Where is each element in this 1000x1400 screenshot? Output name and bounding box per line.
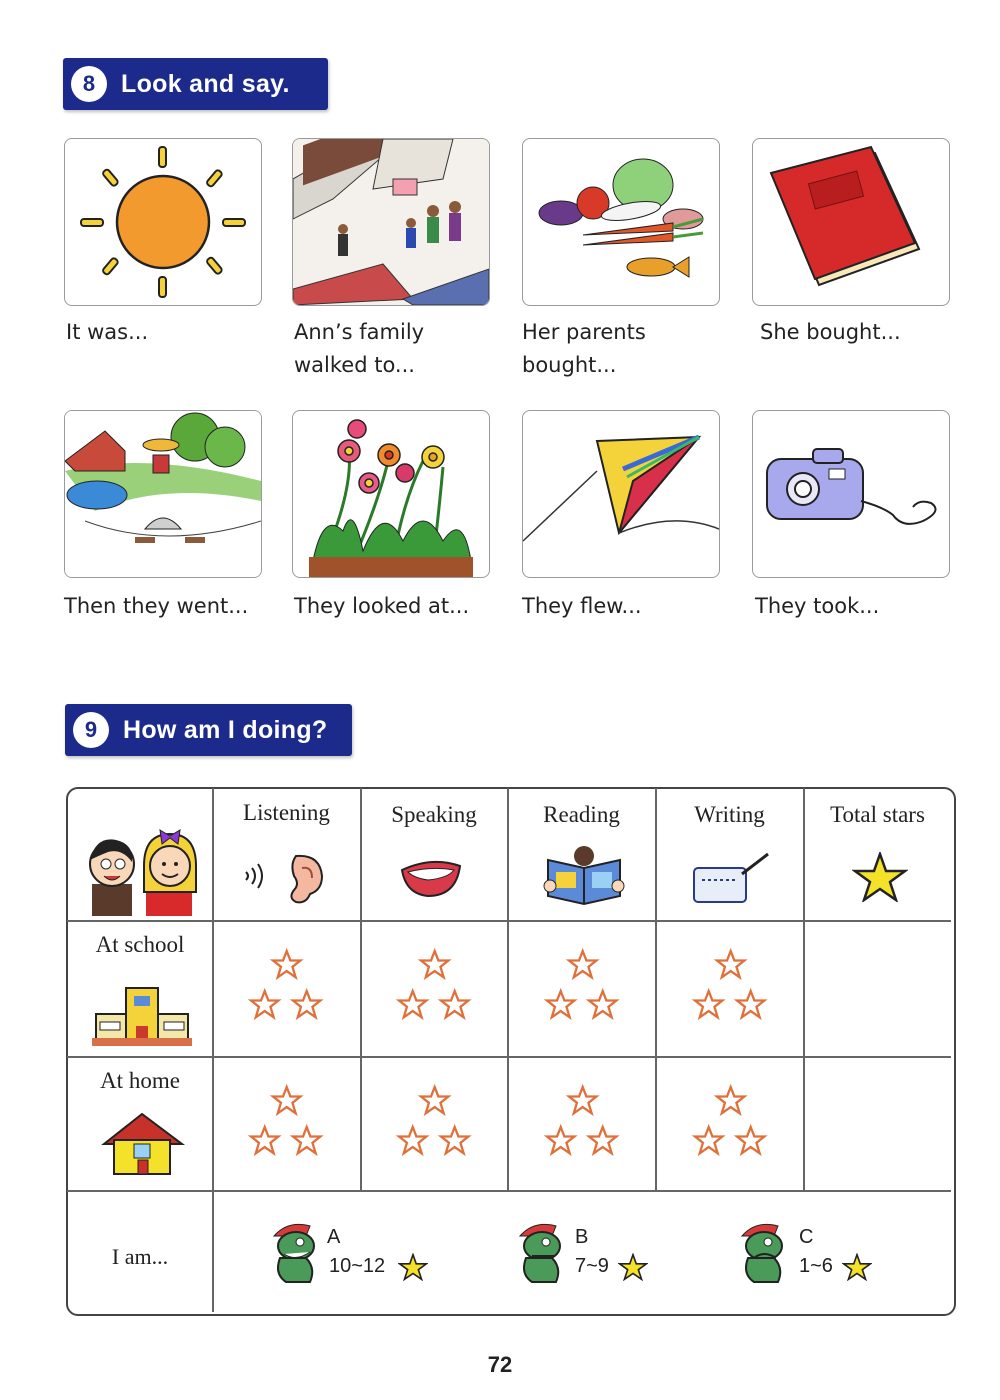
empty-star-icon[interactable] <box>421 951 448 977</box>
empty-star-icon[interactable] <box>569 1087 596 1113</box>
caption-sun <box>66 316 276 349</box>
caption-vegetables <box>522 316 732 382</box>
section-number: 8 <box>71 66 107 102</box>
column-header-speaking: Speaking <box>391 802 477 827</box>
star-rating-cell[interactable] <box>537 948 627 1038</box>
column-header-listening: Listening <box>243 800 330 825</box>
caption-line: walked to... <box>294 353 415 377</box>
camera-picture <box>752 410 950 578</box>
caption-line: They flew... <box>522 594 642 618</box>
section-title: Look and say. <box>121 69 290 98</box>
column-header-reading: Reading <box>543 802 620 827</box>
empty-star-icon[interactable] <box>717 1087 744 1113</box>
section-9-header <box>65 704 352 756</box>
book-picture <box>752 138 950 306</box>
caption-line: bought... <box>522 353 617 377</box>
empty-star-icon[interactable] <box>293 991 320 1017</box>
caption-flowers <box>294 590 504 623</box>
empty-star-icon[interactable] <box>399 991 426 1017</box>
table-divider <box>360 788 362 1190</box>
ear-icon <box>240 846 330 908</box>
caption-park <box>64 590 274 623</box>
page-number: 72 <box>487 1352 513 1377</box>
supermarket-picture <box>292 138 490 306</box>
section-title: How am I doing? <box>123 715 328 744</box>
park-picture <box>64 410 262 578</box>
section-number: 9 <box>73 712 109 748</box>
dinosaur-icon <box>266 1218 330 1284</box>
mouth-icon <box>398 856 464 900</box>
caption-line: They took... <box>755 594 880 618</box>
caption-line: Ann’s family <box>294 320 425 344</box>
caption-line: Then they went... <box>64 594 249 618</box>
empty-star-icon[interactable] <box>547 991 574 1017</box>
star-rating-cell[interactable] <box>241 1084 331 1174</box>
result-range: 1~6 <box>799 1255 833 1277</box>
empty-star-icon[interactable] <box>589 1127 616 1153</box>
star-rating-cell[interactable] <box>685 948 775 1038</box>
row-label-at-school: At school <box>95 932 185 957</box>
caption-camera <box>755 590 965 623</box>
column-header-total-stars: Total stars <box>830 802 925 827</box>
vegetables-picture <box>522 138 720 306</box>
caption-line: Her parents <box>522 320 646 344</box>
flowers-picture <box>292 410 490 578</box>
caption-kite <box>522 590 732 623</box>
result-range: 7~9 <box>575 1255 609 1277</box>
empty-star-icon[interactable] <box>547 1127 574 1153</box>
empty-star-icon[interactable] <box>251 991 278 1017</box>
table-divider <box>67 1190 951 1192</box>
empty-star-icon[interactable] <box>441 991 468 1017</box>
table-divider <box>212 788 214 1312</box>
empty-star-icon[interactable] <box>293 1127 320 1153</box>
kids-icon <box>78 822 206 916</box>
empty-star-icon[interactable] <box>273 951 300 977</box>
column-header-writing: Writing <box>694 802 765 827</box>
star-icon <box>398 1253 428 1281</box>
empty-star-icon[interactable] <box>589 991 616 1017</box>
star-rating-cell[interactable] <box>389 1084 479 1174</box>
empty-star-icon[interactable] <box>737 991 764 1017</box>
empty-star-icon[interactable] <box>737 1127 764 1153</box>
caption-line: It was... <box>66 320 149 344</box>
empty-star-icon[interactable] <box>695 991 722 1017</box>
table-divider <box>655 788 657 1190</box>
house-icon <box>100 1110 186 1178</box>
table-divider <box>67 1056 951 1058</box>
empty-star-icon[interactable] <box>569 951 596 977</box>
result-range: 10~12 <box>329 1255 386 1277</box>
empty-star-icon[interactable] <box>421 1087 448 1113</box>
dinosaur-icon <box>512 1218 576 1284</box>
result-grade: B <box>575 1226 589 1248</box>
reading-icon <box>542 846 626 906</box>
star-rating-cell[interactable] <box>537 1084 627 1174</box>
empty-star-icon[interactable] <box>273 1087 300 1113</box>
empty-star-icon[interactable] <box>251 1127 278 1153</box>
caption-book <box>760 316 970 349</box>
empty-star-icon[interactable] <box>717 951 744 977</box>
star-rating-cell[interactable] <box>389 948 479 1038</box>
dinosaur-icon <box>734 1218 798 1284</box>
caption-line: They looked at... <box>294 594 470 618</box>
empty-star-icon[interactable] <box>695 1127 722 1153</box>
caption-supermarket <box>294 316 504 382</box>
star-icon <box>842 1253 872 1281</box>
school-icon <box>92 984 192 1048</box>
table-divider <box>67 920 951 922</box>
result-grade: A <box>327 1226 341 1248</box>
star-icon <box>618 1253 648 1281</box>
star-rating-cell[interactable] <box>241 948 331 1038</box>
table-divider <box>803 788 805 1190</box>
star-icon <box>852 852 908 902</box>
row-label-at-home: At home <box>100 1068 180 1093</box>
result-label: I am... <box>111 1244 169 1269</box>
result-grade: C <box>799 1226 814 1248</box>
empty-star-icon[interactable] <box>441 1127 468 1153</box>
sun-picture <box>64 138 262 306</box>
star-rating-cell[interactable] <box>685 1084 775 1174</box>
writing-icon <box>690 850 772 906</box>
table-divider <box>507 788 509 1190</box>
section-8-header <box>63 58 328 110</box>
kite-picture <box>522 410 720 578</box>
empty-star-icon[interactable] <box>399 1127 426 1153</box>
caption-line: She bought... <box>760 320 901 344</box>
